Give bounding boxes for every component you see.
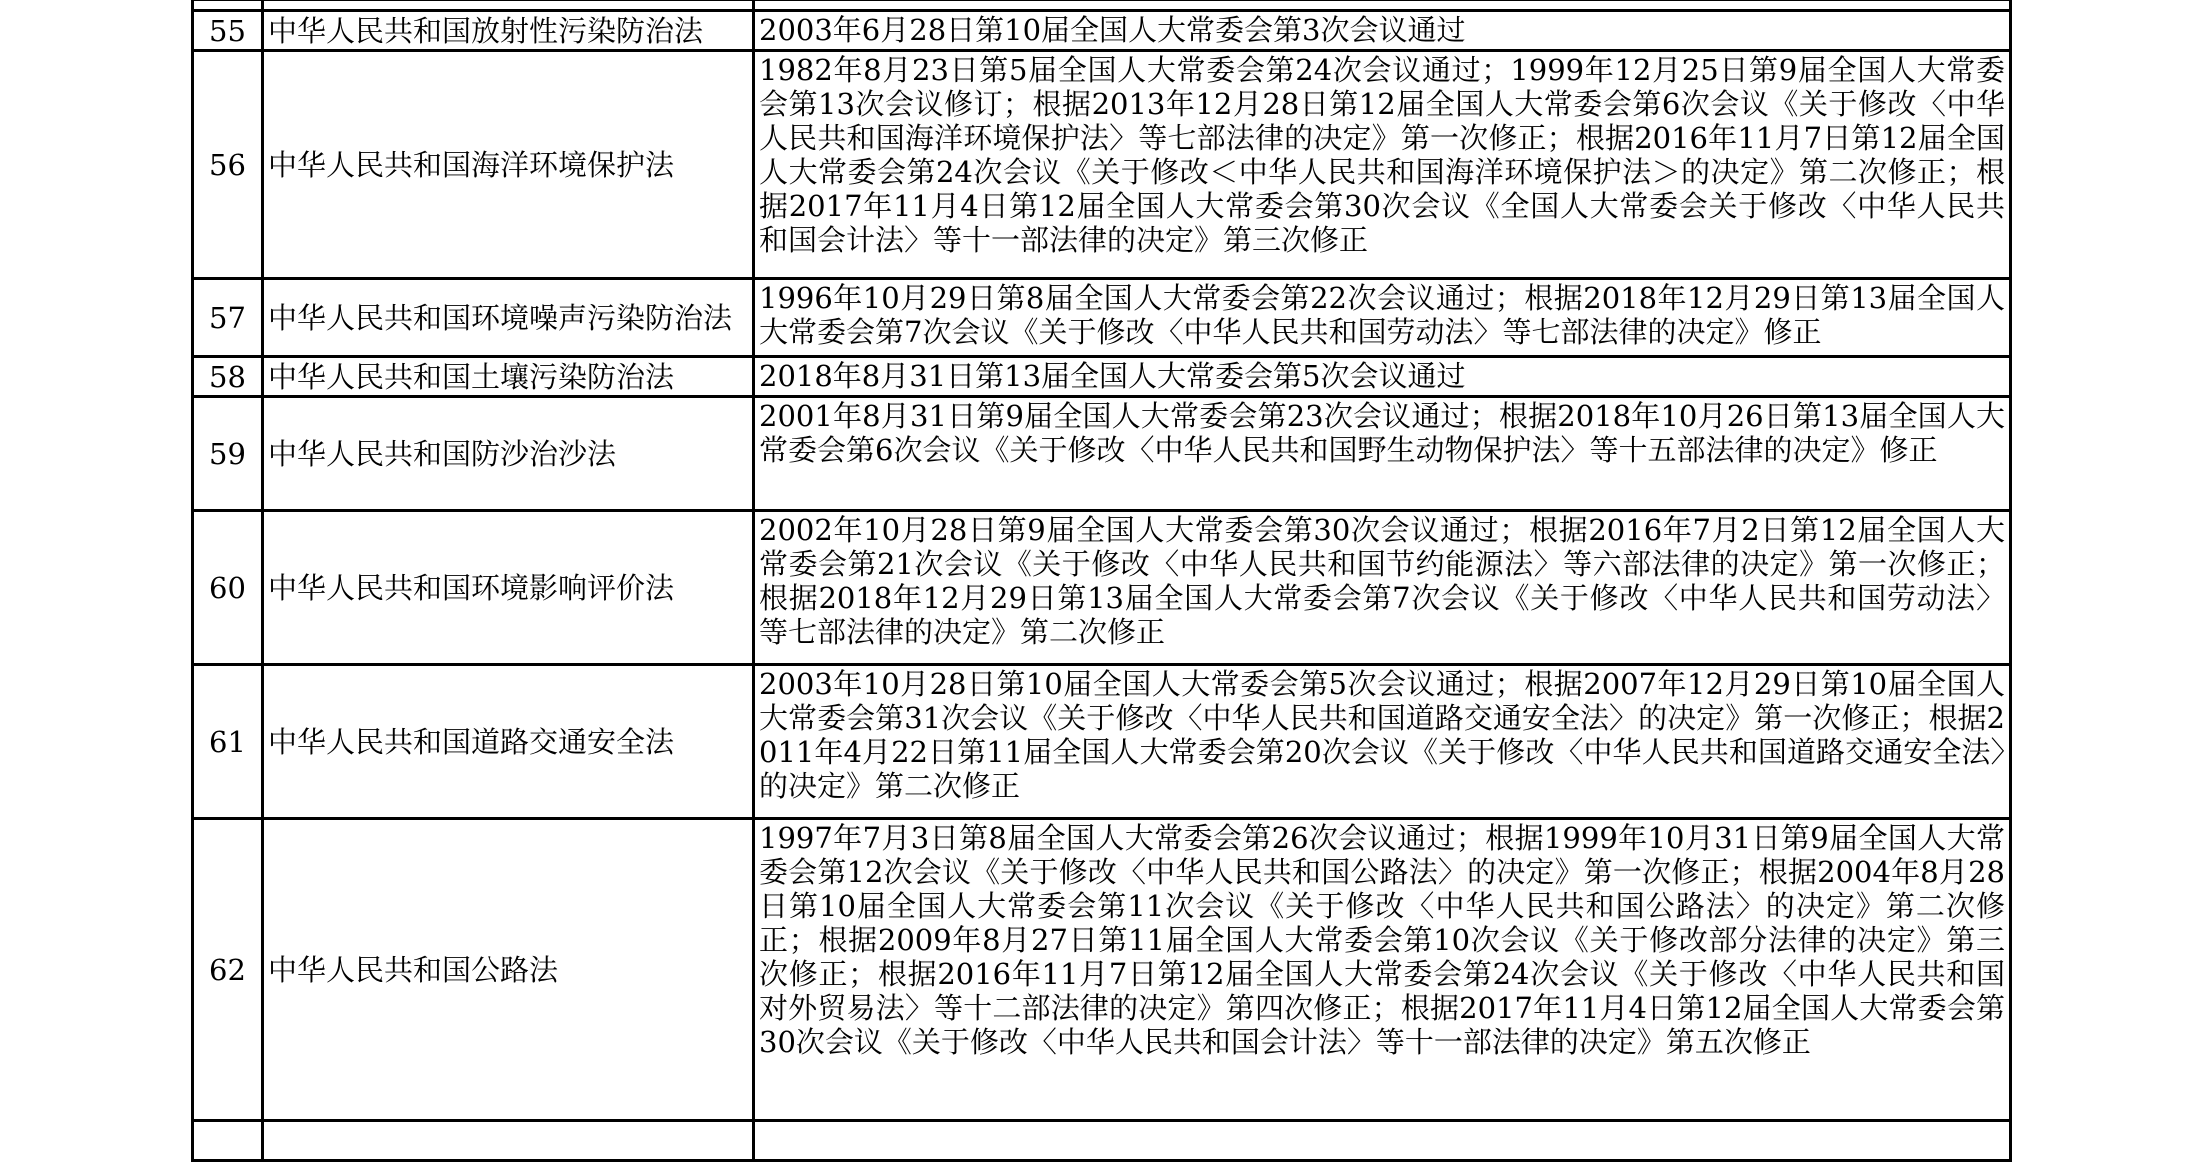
table-row-partial-bottom: [193, 1121, 2011, 1161]
row-number: 60: [193, 511, 263, 665]
row-number: 56: [193, 51, 263, 279]
law-history: 2002年10月28日第9届全国人大常委会第30次会议通过；根据2016年7月2日第12届全国人大常委会第21次会议《关于修改〈中华人民共和国节约能源法〉等六部法律的决定》第一次修正；根据2018年12月29日第13届全国人大常委会第7次会议《关于修改〈中华人民共和国劳动法〉等七部法律的决定》第二次修正: [754, 511, 2011, 665]
table-row: [193, 665, 2011, 819]
law-history: 2003年6月28日第10届全国人大常委会第3次会议通过: [754, 11, 2011, 51]
row-number: 55: [193, 11, 263, 51]
table-row: [193, 51, 2011, 279]
law-name: 中华人民共和国环境噪声污染防治法: [263, 279, 754, 357]
law-name: 中华人民共和国公路法: [263, 819, 754, 1121]
table-row: [193, 819, 2011, 1121]
table-row: [193, 11, 2011, 51]
law-history: 2001年8月31日第9届全国人大常委会第23次会议通过；根据2018年10月26日第13届全国人大常委会第6次会议《关于修改〈中华人民共和国野生动物保护法〉等十五部法律的决定》修正: [754, 397, 2011, 511]
partial-cell: [193, 1121, 263, 1161]
partial-cell: [263, 1121, 754, 1161]
row-number: 57: [193, 279, 263, 357]
partial-cell: [193, 0, 263, 11]
law-name: 中华人民共和国道路交通安全法: [263, 665, 754, 819]
law-name: 中华人民共和国海洋环境保护法: [263, 51, 754, 279]
law-table: [191, 0, 2012, 1162]
law-history: 2018年8月31日第13届全国人大常委会第5次会议通过: [754, 357, 2011, 397]
law-name: 中华人民共和国环境影响评价法: [263, 511, 754, 665]
law-name: 中华人民共和国放射性污染防治法: [263, 11, 754, 51]
law-history: 1996年10月29日第8届全国人大常委会第22次会议通过；根据2018年12月29日第13届全国人大常委会第7次会议《关于修改〈中华人民共和国劳动法〉等七部法律的决定》修正: [754, 279, 2011, 357]
table-row: [193, 357, 2011, 397]
partial-cell: [754, 0, 2011, 11]
law-history: 1982年8月23日第5届全国人大常委会第24次会议通过；1999年12月25日第9届全国人大常委会第13次会议修订；根据2013年12月28日第12届全国人大常委会第6次会议《关于修改〈中华人民共和国海洋环境保护法〉等七部法律的决定》第一次修正；根据2016年11月7日第12届全国人大常委会第24次会议《关于修改＜中华人民共和国海洋环境保护法＞的决定》第二次修正；根据2017年11月4日第12届全国人大常委会第30次会议《全国人大常委会关于修改〈中华人民共和国会计法〉等十一部法律的决定》第三次修正: [754, 51, 2011, 279]
row-number: 59: [193, 397, 263, 511]
table-row: [193, 511, 2011, 665]
table-row: [193, 279, 2011, 357]
law-history: 1997年7月3日第8届全国人大常委会第26次会议通过；根据1999年10月31日第9届全国人大常委会第12次会议《关于修改〈中华人民共和国公路法〉的决定》第一次修正；根据2004年8月28日第10届全国人大常委会第11次会议《关于修改〈中华人民共和国公路法〉的决定》第二次修正；根据2009年8月27日第11届全国人大常委会第10次会议《关于修改部分法律的决定》第三次修正；根据2016年11月7日第12届全国人大常委会第24次会议《关于修改〈中华人民共和国对外贸易法〉等十二部法律的决定》第四次修正；根据2017年11月4日第12届全国人大常委会第30次会议《关于修改〈中华人民共和国会计法〉等十一部法律的决定》第五次修正: [754, 819, 2011, 1121]
table-row: [193, 397, 2011, 511]
law-history: 2003年10月28日第10届全国人大常委会第5次会议通过；根据2007年12月29日第10届全国人大常委会第31次会议《关于修改〈中华人民共和国道路交通安全法〉的决定》第一次修正；根据2011年4月22日第11届全国人大常委会第20次会议《关于修改〈中华人民共和国道路交通安全法〉的决定》第二次修正: [754, 665, 2011, 819]
partial-cell: [263, 0, 754, 11]
partial-cell: [754, 1121, 2011, 1161]
table-row-partial-top: [193, 0, 2011, 11]
row-number: 61: [193, 665, 263, 819]
row-number: 58: [193, 357, 263, 397]
law-name: 中华人民共和国防沙治沙法: [263, 397, 754, 511]
row-number: 62: [193, 819, 263, 1121]
law-name: 中华人民共和国土壤污染防治法: [263, 357, 754, 397]
